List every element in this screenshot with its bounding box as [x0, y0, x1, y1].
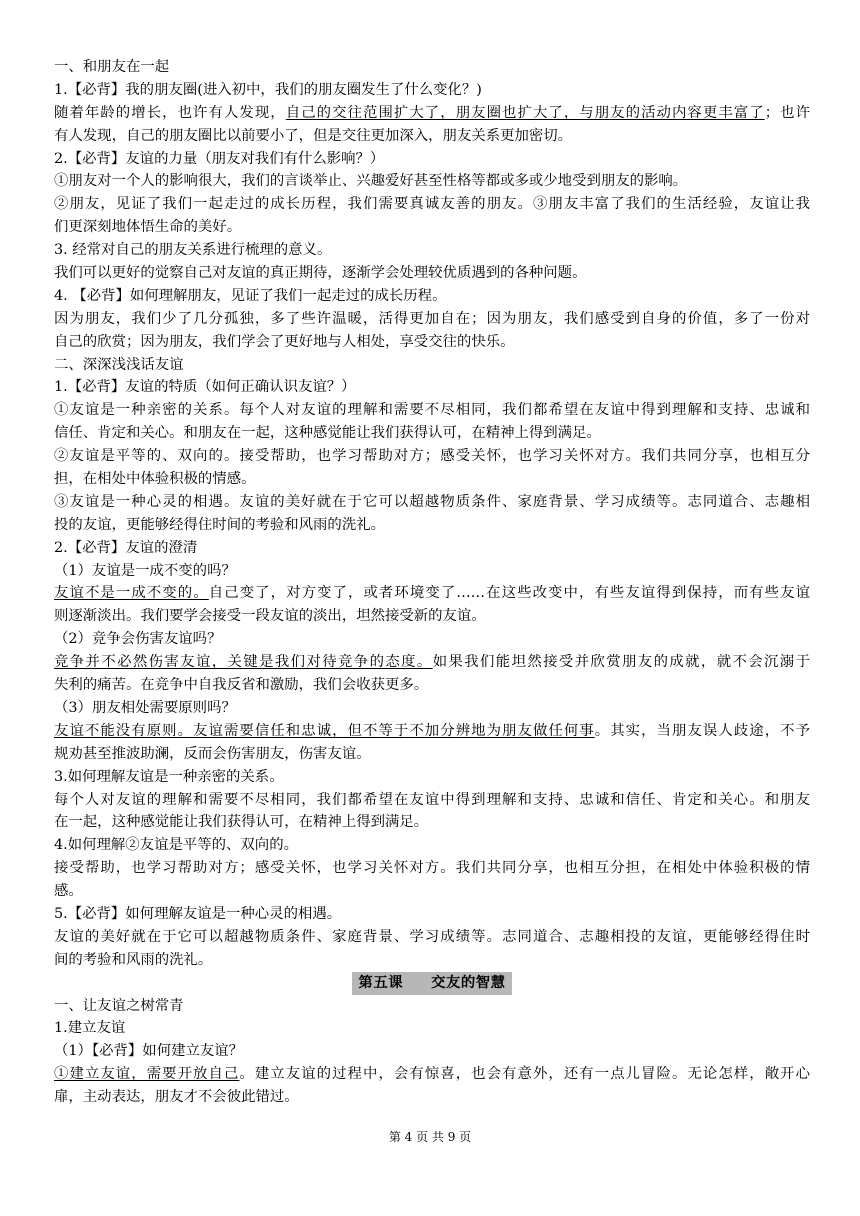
- underlined-key-point: 自己的交往范围扩大了，朋友圈也扩大了，与朋友的活动内容更丰富了: [285, 104, 765, 121]
- text-line: [54, 582, 810, 605]
- text-line: 一、让友谊之树常青: [54, 997, 184, 1014]
- text-line: 一、和朋友在一起: [54, 59, 170, 75]
- text-line: （2）竞争会伤害友谊吗？: [54, 631, 222, 648]
- text-line: ①友谊是一种亲密的关系。每个人对友谊的理解和需要不尽相同，我们都希望在友谊中得到理解和支持、忠诚和: [54, 402, 810, 419]
- text-line: [54, 720, 810, 743]
- text-line: 们更深刻地体悟生命的美好。: [54, 219, 242, 236]
- text-line: 感。: [54, 883, 83, 900]
- underlined-key-point: ①建立友谊，需要开放自己: [54, 1066, 240, 1083]
- underlined-key-point: 友谊不是一成不变的。: [54, 585, 209, 602]
- text-line: 因为朋友，我们少了几分孤独，多了些许温暖，活得更加自在；因为朋友，我们感受到自身的价值，多了一份对: [54, 310, 810, 327]
- text-line: 5.【必背】如何理解友谊是一种心灵的相遇。: [54, 905, 342, 922]
- text-line: 3.如何理解友谊是一种亲密的关系。: [54, 768, 284, 785]
- text-line: （1）友谊是一成不变的吗？: [54, 562, 236, 579]
- text-line: [54, 651, 810, 674]
- text-line: 4.如何理解②友谊是平等的、双向的。: [54, 837, 298, 854]
- text-line: 1.【必背】我的朋友圈(进入初中，我们的朋友圈发生了什么变化？): [54, 81, 482, 98]
- text-line: ②朋友，见证了我们一起走过的成长历程，我们需要真诚友善的朋友。③朋友丰富了我们的生活经验，友谊让我: [54, 196, 810, 213]
- lesson-heading: [54, 972, 810, 995]
- text-line: 信任、肯定和关心。和朋友在一起，这种感觉能让我们获得认可，在精神上得到满足。: [54, 425, 601, 442]
- text-line: 间的考验和风雨的洗礼。: [54, 951, 213, 968]
- text-line: 接受帮助，也学习帮助对方；感受关怀，也学习关怀对方。我们共同分享，也相互分担，在相处中体验积极的情: [54, 860, 810, 877]
- text-line: 有人发现，自己的朋友圈比以前要小了，但是交往更加深入，朋友关系更加密切。: [54, 127, 573, 144]
- text-line: 扉，主动表达，朋友才不会彼此错过。: [54, 1089, 299, 1106]
- text-line: 每个人对友谊的理解和需要不尽相同，我们都希望在友谊中得到理解和支持、忠诚和信任、肯定和关心。和朋友: [54, 791, 810, 808]
- text-line: ①朋友对一个人的影响很大，我们的言谈举止、兴趣爱好甚至性格等都或多或少地受到朋友的影响。: [54, 173, 688, 190]
- text-line: [54, 102, 810, 125]
- text-line: [54, 1063, 810, 1086]
- underlined-key-point: 竞争并不必然伤害友谊，关键是我们对待竞争的态度。: [54, 654, 433, 671]
- page-footer: 第 4 页 共 9 页: [388, 1130, 472, 1144]
- text-line: 投的友谊，更能够经得住时间的考验和风雨的洗礼。: [54, 516, 385, 533]
- text-line: ③友谊是一种心灵的相遇。友谊的美好就在于它可以超越物质条件、家庭背景、学习成绩等。志同道合、志趣相: [54, 493, 810, 510]
- text-segment: 如果我们能坦然接受并欣赏朋友的成就，就不会沉溺于: [432, 654, 810, 671]
- text-line: 我们可以更好的觉察自己对友谊的真正期待，逐渐学会处理较优质遇到的各种问题。: [54, 265, 587, 282]
- text-line: 自己的欣赏；因为朋友，我们学会了更好地与人相处，享受交往的快乐。: [54, 333, 515, 350]
- document-body: [54, 56, 810, 1109]
- text-line: 友谊的美好就在于它可以超越物质条件、家庭背景、学习成绩等。志同道合、志趣相投的友谊，更能够经得住时: [54, 928, 810, 945]
- text-segment: 。其实，当朋友误人歧途，不予: [594, 722, 810, 739]
- text-line: 4. 【必背】如何理解朋友，见证了我们一起走过的成长历程。: [54, 287, 447, 304]
- text-line: 在一起，这种感觉能让我们获得认可，在精神上得到满足。: [54, 814, 429, 831]
- text-line: 3. 经常对自己的朋友关系进行梳理的意义。: [54, 242, 332, 259]
- underlined-key-point: 友谊不能没有原则。友谊需要信任和忠诚，但不等于不加分辨地为朋友做任何事: [54, 722, 595, 739]
- text-segment: 。建立友谊的过程中，会有惊喜，也会有意外，还有一点儿冒险。无论怎样，敞开心: [239, 1066, 810, 1083]
- text-line: 规劝甚至推波助澜，反而会伤害朋友，伤害友谊。: [54, 745, 371, 762]
- text-segment: 自己变了，对方变了，或者环境变了……在这些改变中，有些友谊得到保持，而有些友谊: [208, 585, 810, 602]
- text-line: 失利的痛苦。在竞争中自我反省和激励，我们会收获更多。: [54, 677, 429, 694]
- text-line: （1）【必背】如何建立友谊？: [54, 1043, 244, 1060]
- text-line: 二、深深浅浅话友谊: [54, 356, 184, 373]
- lesson-number: 第五课: [358, 973, 404, 991]
- text-line: 1.【必背】友谊的特质（如何正确认识友谊？）: [54, 379, 356, 396]
- text-segment: ；也许: [764, 104, 810, 121]
- text-line: 担，在相处中体验积极的情感。: [54, 471, 256, 488]
- text-line: 则逐渐淡出。我们要学会接受一段友谊的淡出，坦然接受新的友谊。: [54, 608, 486, 625]
- text-line: ②友谊是平等的、双向的。接受帮助，也学习帮助对方；感受关怀，也学习关怀对方。我们共同分享，也相互分: [54, 448, 810, 465]
- text-line: （3）朋友相处需要原则吗？: [54, 699, 236, 716]
- text-segment: 随着年龄的增长，也许有人发现，: [54, 104, 286, 121]
- text-line: 2.【必背】友谊的力量（朋友对我们有什么影响？）: [54, 150, 385, 167]
- lesson-title-box: [352, 972, 511, 995]
- text-line: 1.建立友谊: [54, 1020, 126, 1037]
- lesson-title: 交友的智慧: [431, 973, 506, 991]
- text-line: 2.【必背】友谊的澄清: [54, 539, 198, 556]
